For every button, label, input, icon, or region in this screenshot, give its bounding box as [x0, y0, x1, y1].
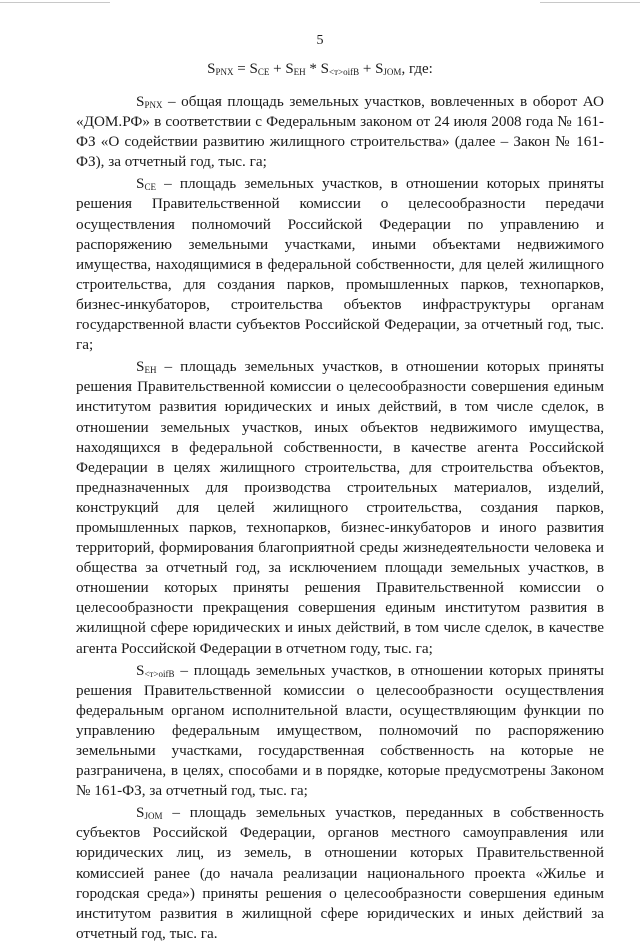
definition-paragraph	[76, 803, 604, 944]
definitions-body	[76, 92, 604, 946]
page-number: 5	[316, 33, 324, 48]
definition-text: – площадь земельных участков, в отношении которых приняты решения Правительственной комиссии о целесообразности осуществления федеральным органом исполнительной власти, осуществляющим функции по управлению федеральным имуществом, полномочий по распоряжению земельными участками, государственная собственность на которые не разграничена, в целях, способами и в порядке, которые предусмотрены Законом № 161-ФЗ, за отчетный год, тыс. га;	[76, 661, 604, 800]
definition-text: – площадь земельных участков, в отношении которых приняты решения Правительственной комиссии о целесообразности передачи осуществления полномочий Российской Федерации по управлению и распоряжению земельными участками, иными объектами недвижимого имущества, находящимися в федеральной собственности, для целей жилищного строительства, для создания парков, промышленных парков, технопарков, бизнес-инкубаторов, строительства объектов инфраструктуры органам государственной власти субъектов Российской Федерации, за отчетный год, тыс. га;	[76, 175, 604, 354]
definition-paragraph	[76, 357, 604, 658]
definition-text: – общая площадь земельных участков, вовлеченных в оборот АО «ДОМ.РФ» в соответствии с Федеральным законом от 24 июля 2008 года № 161-ФЗ «О содействии развитию жилищного строительства» (далее – Закон № 161-ФЗ), за отчетный год, тыс. га;	[76, 93, 604, 171]
definition-paragraph	[76, 92, 604, 172]
definition-symbol: $S_{JOM}$	[136, 804, 163, 822]
definition-text: – площадь земельных участков, в отношении которых приняты решения Правительственной комиссии о целесообразности совершения единым институтом развития юридических и иных действий, в том числе сделок, в отношении земельных участков, иных объектов недвижимого имущества, находящихся в федеральной собственности, в качестве агента Российской Федерации в целях жилищного строительства, для строительства объектов, предназначенных для производства строительных материалов, изделий, конструкций для целей жилищного строительства, создания парков, промышленных парков, технопарков, бизнес-инкубаторов и иного развития территорий, формирования благоприятной среды жизнедеятельности человека и общества за отчетный год, за исключением площади земельных участков, в отношении которых приняты решения Правительственной комиссии о целесообразности прекращения совершения единым институтом развития в жилищной сфере юридических и иных действий, в том числе сделок, в качестве агента Российской Федерации в отчетном году, тыс. га;	[76, 358, 604, 657]
definition-symbol: $S_{PNX}$	[136, 93, 163, 110]
definition-symbol: $S_{CE}$	[136, 175, 156, 193]
definition-paragraph	[76, 174, 604, 355]
definition-text: – площадь земельных участков, переданных в собственность субъектов Российской Федерации, органов местного самоуправления или юридических лиц, из земель, в отношении которых Правительственной комиссией ранее (до начала реализации национального проекта «Жилье и городская среда») приняты решения о целесообразности совершения единым институтом развития в жилищной сфере юридических и иных действий за отчетный год, тыс. га.	[76, 804, 604, 942]
formula-trailing: где:	[408, 61, 433, 77]
formula: $S_{PNX} = S_{CE} + S_{EH} * S_{<т>oifВ} + S_{JOM}$, где:	[207, 61, 433, 77]
formula-term-jom-sub: JOM	[383, 67, 402, 77]
formula-term-ce-sub: CE	[257, 67, 270, 77]
formula-lhs: $S_{PNX}$	[207, 61, 234, 77]
definition-symbol: $S_{EH}$	[136, 358, 157, 376]
formula-term-eh-sub: EH	[293, 67, 306, 77]
definition-symbol: $S_{<т>oifВ}$	[136, 661, 175, 679]
formula-term-oifb-sub: <т>oifВ	[329, 67, 360, 77]
scan-edge-line-left	[0, 2, 110, 3]
definition-paragraph	[76, 661, 604, 802]
formula-lhs-sub: PNX	[215, 67, 234, 77]
scan-edge-line-right	[540, 2, 640, 3]
